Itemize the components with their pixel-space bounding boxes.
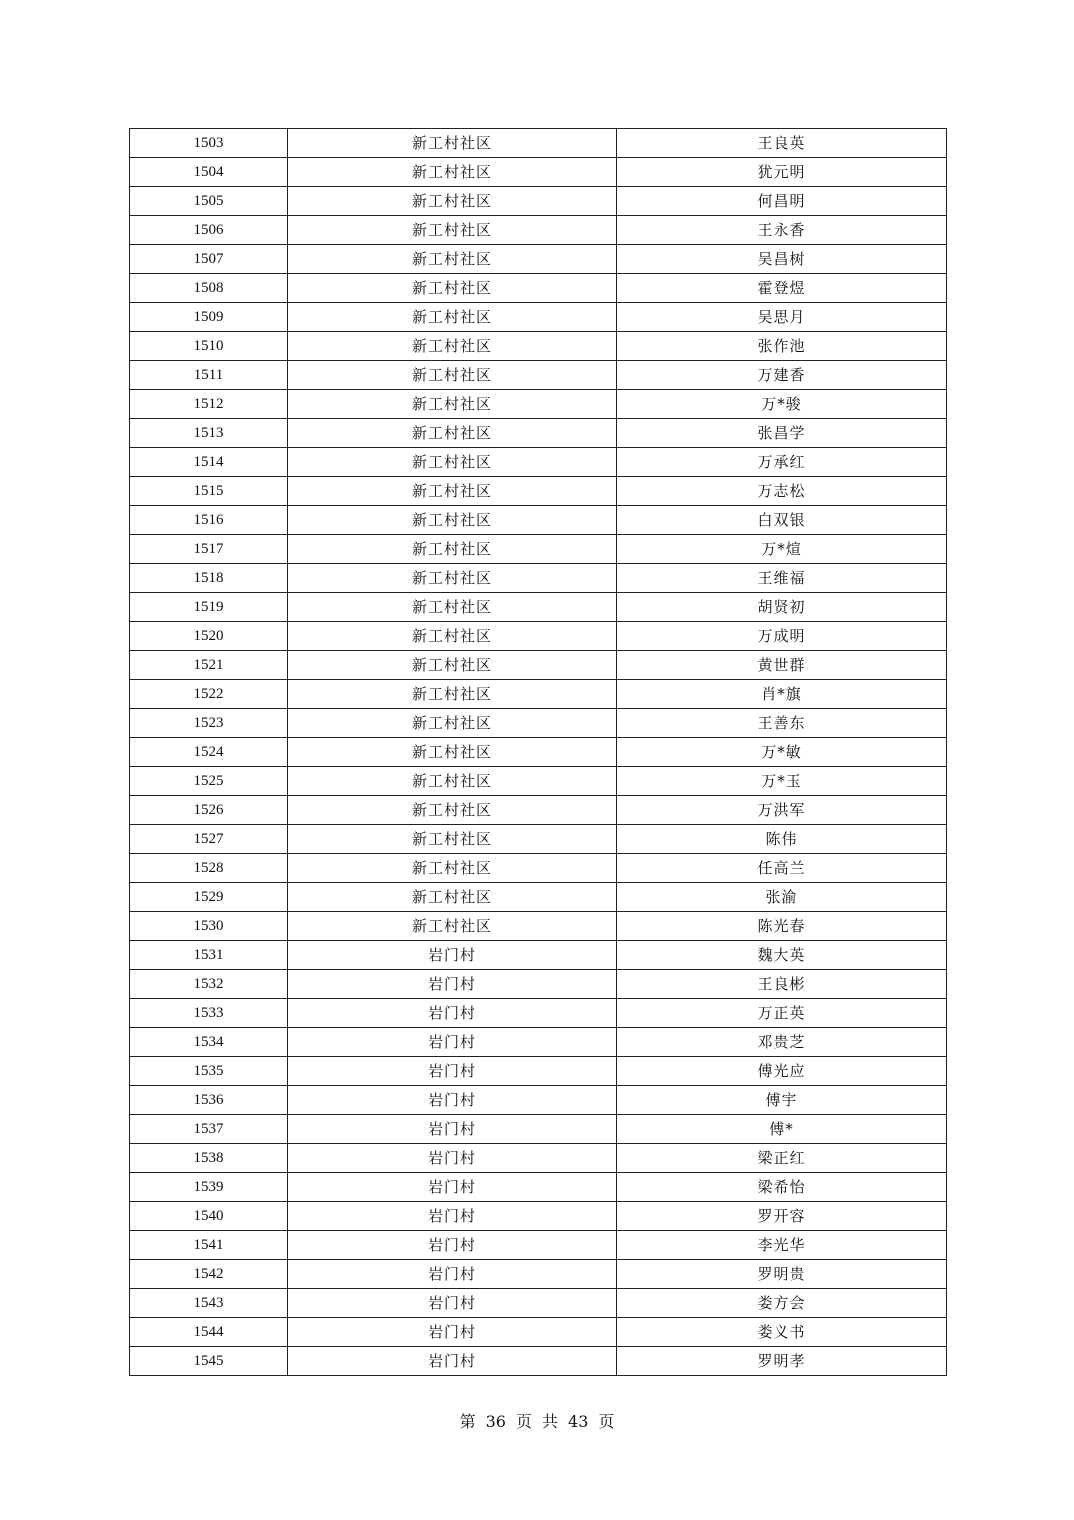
table-row [130, 129, 947, 158]
person-name-cell: 魏大英 [617, 941, 947, 970]
table-row [130, 593, 947, 622]
community-cell: 岩门村 [288, 970, 617, 999]
community-cell: 新工村社区 [288, 535, 617, 564]
person-name-cell: 李光华 [617, 1231, 947, 1260]
person-name-cell: 娄方会 [617, 1289, 947, 1318]
row-number-cell: 1529 [130, 883, 288, 912]
community-cell: 新工村社区 [288, 187, 617, 216]
footer-total-pages: 43 [568, 1412, 589, 1431]
row-number-cell: 1538 [130, 1144, 288, 1173]
person-name-cell: 肖*旗 [617, 680, 947, 709]
row-number-cell: 1540 [130, 1202, 288, 1231]
person-name-cell: 罗明贵 [617, 1260, 947, 1289]
person-name-cell: 罗开容 [617, 1202, 947, 1231]
community-cell: 岩门村 [288, 941, 617, 970]
person-name-cell: 梁希怡 [617, 1173, 947, 1202]
table-row [130, 390, 947, 419]
table-row [130, 506, 947, 535]
person-name-cell: 张昌学 [617, 419, 947, 448]
community-cell: 新工村社区 [288, 854, 617, 883]
row-number-cell: 1519 [130, 593, 288, 622]
person-name-cell: 张渝 [617, 883, 947, 912]
person-name-cell: 王维福 [617, 564, 947, 593]
person-name-cell: 陈光春 [617, 912, 947, 941]
person-name-cell: 万洪军 [617, 796, 947, 825]
community-cell: 岩门村 [288, 1231, 617, 1260]
table-row [130, 1289, 947, 1318]
community-cell: 新工村社区 [288, 448, 617, 477]
community-cell: 新工村社区 [288, 622, 617, 651]
person-name-cell: 王善东 [617, 709, 947, 738]
table-row [130, 854, 947, 883]
table-row [130, 535, 947, 564]
row-number-cell: 1521 [130, 651, 288, 680]
row-number-cell: 1539 [130, 1173, 288, 1202]
footer-page-word: 页 [515, 1412, 532, 1431]
community-cell: 新工村社区 [288, 390, 617, 419]
table-row [130, 738, 947, 767]
footer-current-page: 36 [485, 1412, 506, 1431]
row-number-cell: 1513 [130, 419, 288, 448]
community-cell: 新工村社区 [288, 883, 617, 912]
person-name-cell: 傅* [617, 1115, 947, 1144]
person-name-cell: 犹元明 [617, 158, 947, 187]
row-number-cell: 1511 [130, 361, 288, 390]
person-name-cell: 霍登煜 [617, 274, 947, 303]
person-name-cell: 万建香 [617, 361, 947, 390]
person-name-cell: 胡贤初 [617, 593, 947, 622]
row-number-cell: 1514 [130, 448, 288, 477]
row-number-cell: 1509 [130, 303, 288, 332]
community-cell: 新工村社区 [288, 216, 617, 245]
row-number-cell: 1506 [130, 216, 288, 245]
person-name-cell: 邓贵芝 [617, 1028, 947, 1057]
community-cell: 新工村社区 [288, 245, 617, 274]
row-number-cell: 1518 [130, 564, 288, 593]
row-number-cell: 1508 [130, 274, 288, 303]
table-row [130, 1086, 947, 1115]
row-number-cell: 1527 [130, 825, 288, 854]
row-number-cell: 1512 [130, 390, 288, 419]
person-name-cell: 王良英 [617, 129, 947, 158]
community-cell: 岩门村 [288, 1318, 617, 1347]
roster-table-body [130, 129, 947, 1376]
row-number-cell: 1543 [130, 1289, 288, 1318]
community-cell: 新工村社区 [288, 419, 617, 448]
row-number-cell: 1545 [130, 1347, 288, 1376]
row-number-cell: 1516 [130, 506, 288, 535]
community-cell: 新工村社区 [288, 593, 617, 622]
community-cell: 新工村社区 [288, 564, 617, 593]
person-name-cell: 万*骏 [617, 390, 947, 419]
person-name-cell: 万*敏 [617, 738, 947, 767]
row-number-cell: 1522 [130, 680, 288, 709]
row-number-cell: 1542 [130, 1260, 288, 1289]
person-name-cell: 万承红 [617, 448, 947, 477]
person-name-cell: 万正英 [617, 999, 947, 1028]
table-row [130, 651, 947, 680]
person-name-cell: 何昌明 [617, 187, 947, 216]
table-row [130, 941, 947, 970]
person-name-cell: 王永香 [617, 216, 947, 245]
table-row [130, 680, 947, 709]
table-row [130, 796, 947, 825]
community-cell: 新工村社区 [288, 767, 617, 796]
table-row [130, 245, 947, 274]
person-name-cell: 傅宇 [617, 1086, 947, 1115]
person-name-cell: 吴思月 [617, 303, 947, 332]
person-name-cell: 万*玉 [617, 767, 947, 796]
table-row [130, 216, 947, 245]
person-name-cell: 白双银 [617, 506, 947, 535]
person-name-cell: 任高兰 [617, 854, 947, 883]
row-number-cell: 1504 [130, 158, 288, 187]
table-row [130, 448, 947, 477]
community-cell: 新工村社区 [288, 361, 617, 390]
table-row [130, 767, 947, 796]
community-cell: 新工村社区 [288, 680, 617, 709]
row-number-cell: 1531 [130, 941, 288, 970]
community-cell: 岩门村 [288, 1347, 617, 1376]
table-row [130, 622, 947, 651]
person-name-cell: 万成明 [617, 622, 947, 651]
community-cell: 新工村社区 [288, 158, 617, 187]
footer-suffix: 页 [598, 1412, 615, 1431]
table-row [130, 1260, 947, 1289]
row-number-cell: 1507 [130, 245, 288, 274]
table-row [130, 564, 947, 593]
community-cell: 岩门村 [288, 999, 617, 1028]
community-cell: 岩门村 [288, 1115, 617, 1144]
table-row [130, 419, 947, 448]
community-cell: 岩门村 [288, 1260, 617, 1289]
community-cell: 新工村社区 [288, 738, 617, 767]
table-row [130, 274, 947, 303]
table-row [130, 709, 947, 738]
community-cell: 岩门村 [288, 1028, 617, 1057]
community-cell: 新工村社区 [288, 825, 617, 854]
table-row [130, 1144, 947, 1173]
community-cell: 新工村社区 [288, 912, 617, 941]
row-number-cell: 1505 [130, 187, 288, 216]
community-cell: 岩门村 [288, 1144, 617, 1173]
community-cell: 岩门村 [288, 1173, 617, 1202]
table-row [130, 303, 947, 332]
table-row [130, 158, 947, 187]
row-number-cell: 1535 [130, 1057, 288, 1086]
row-number-cell: 1537 [130, 1115, 288, 1144]
person-name-cell: 黄世群 [617, 651, 947, 680]
community-cell: 新工村社区 [288, 651, 617, 680]
page-footer [0, 1409, 1074, 1432]
footer-total-word: 共 [542, 1412, 559, 1431]
community-cell: 岩门村 [288, 1057, 617, 1086]
row-number-cell: 1503 [130, 129, 288, 158]
row-number-cell: 1528 [130, 854, 288, 883]
table-row [130, 825, 947, 854]
row-number-cell: 1541 [130, 1231, 288, 1260]
person-name-cell: 娄义书 [617, 1318, 947, 1347]
row-number-cell: 1526 [130, 796, 288, 825]
person-name-cell: 罗明孝 [617, 1347, 947, 1376]
row-number-cell: 1544 [130, 1318, 288, 1347]
person-name-cell: 陈伟 [617, 825, 947, 854]
person-name-cell: 万*煊 [617, 535, 947, 564]
community-cell: 岩门村 [288, 1202, 617, 1231]
person-name-cell: 张作池 [617, 332, 947, 361]
row-number-cell: 1534 [130, 1028, 288, 1057]
table-row [130, 883, 947, 912]
row-number-cell: 1525 [130, 767, 288, 796]
row-number-cell: 1523 [130, 709, 288, 738]
table-row [130, 361, 947, 390]
community-cell: 新工村社区 [288, 303, 617, 332]
community-cell: 新工村社区 [288, 709, 617, 738]
table-row [130, 1173, 947, 1202]
table-row [130, 912, 947, 941]
row-number-cell: 1510 [130, 332, 288, 361]
table-row [130, 1318, 947, 1347]
table-row [130, 1347, 947, 1376]
table-row [130, 332, 947, 361]
community-cell: 新工村社区 [288, 506, 617, 535]
row-number-cell: 1524 [130, 738, 288, 767]
row-number-cell: 1532 [130, 970, 288, 999]
person-name-cell: 傅光应 [617, 1057, 947, 1086]
community-cell: 岩门村 [288, 1289, 617, 1318]
person-name-cell: 吴昌树 [617, 245, 947, 274]
table-row [130, 1202, 947, 1231]
community-cell: 新工村社区 [288, 332, 617, 361]
person-name-cell: 王良彬 [617, 970, 947, 999]
person-name-cell: 梁正红 [617, 1144, 947, 1173]
table-row [130, 970, 947, 999]
footer-prefix: 第 [459, 1412, 476, 1431]
table-row [130, 477, 947, 506]
community-cell: 新工村社区 [288, 796, 617, 825]
table-row [130, 1115, 947, 1144]
table-row [130, 1057, 947, 1086]
table-row [130, 999, 947, 1028]
row-number-cell: 1533 [130, 999, 288, 1028]
roster-table [129, 128, 947, 1376]
community-cell: 新工村社区 [288, 129, 617, 158]
row-number-cell: 1517 [130, 535, 288, 564]
table-row [130, 1028, 947, 1057]
row-number-cell: 1520 [130, 622, 288, 651]
row-number-cell: 1530 [130, 912, 288, 941]
row-number-cell: 1536 [130, 1086, 288, 1115]
community-cell: 新工村社区 [288, 274, 617, 303]
table-row [130, 187, 947, 216]
person-name-cell: 万志松 [617, 477, 947, 506]
community-cell: 岩门村 [288, 1086, 617, 1115]
table-row [130, 1231, 947, 1260]
community-cell: 新工村社区 [288, 477, 617, 506]
row-number-cell: 1515 [130, 477, 288, 506]
